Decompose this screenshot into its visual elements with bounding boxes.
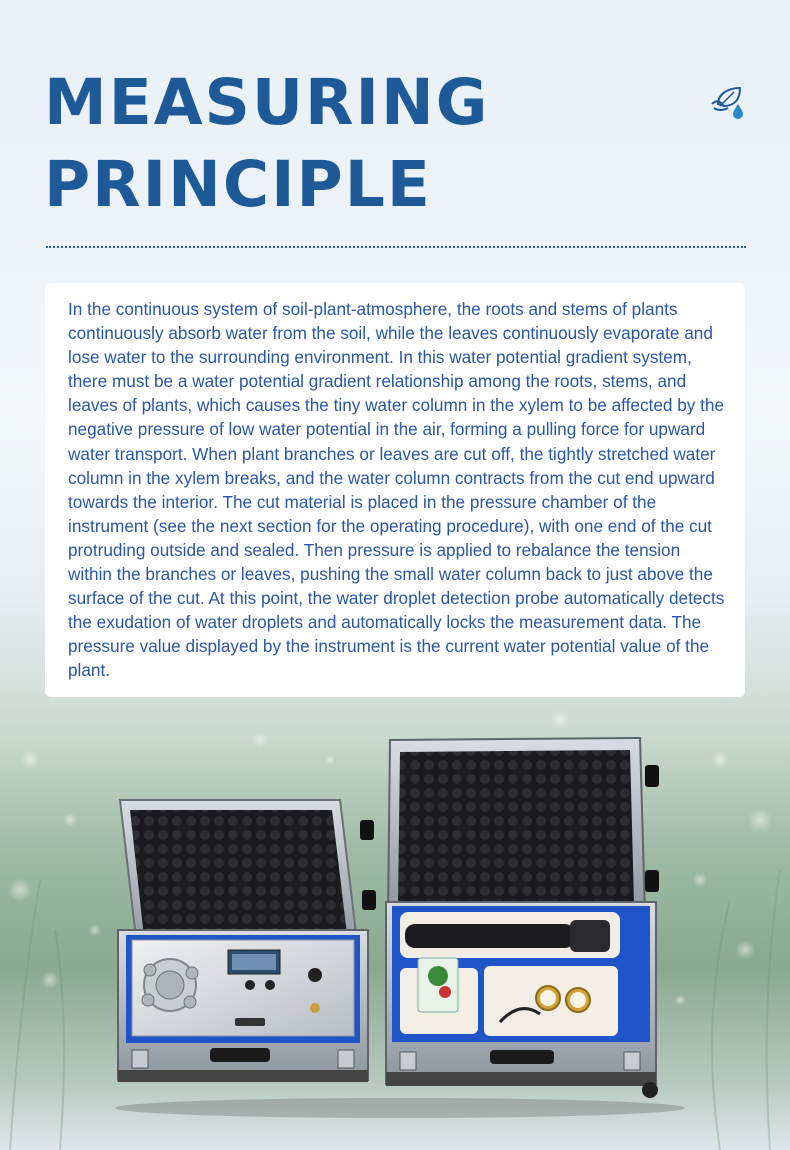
description-card: [45, 283, 745, 697]
instrument-cases-image: [100, 730, 690, 1120]
left-case: [118, 800, 376, 1082]
description-text: In the continuous system of soil-plant-atmosphere, the roots and stems of plants continuously absorb water from the soil, while the leaves continuously evaporate and lose water to the surrounding environment. In this water potential gradient system, there must be a water potential gradient relationship among the roots, stems, and leaves of plants, which causes the tiny water column in the xylem to be affected by the negative pressure of low water potential in the air, forming a pulling force for upward water transport. When plant branches or leaves are cut off, the tightly stretched water column in the xylem breaks, and the water column contracts from the cut end upward towards the interior. The cut material is placed in the pressure chamber of the instrument (see the next section for the operating procedure), with one end of the cut protruding outside and sealed. Then pressure is applied to rebalance the tension within the branches or leaves, pushing the small water column back to just above the surface of the cut. At this point, the water droplet detection probe automatically detects the exudation of water droplets and automatically locks the measurement data. The pressure value displayed by the instrument is the current water potential value of the plant.: [68, 299, 725, 681]
page-title: [44, 62, 489, 226]
right-case: [386, 738, 659, 1098]
title-line-2: PRINCIPLE: [44, 148, 432, 221]
title-line-1: MEASURING: [44, 66, 490, 139]
leaf-water-drop-icon: [708, 82, 752, 126]
section-divider: [46, 246, 746, 248]
